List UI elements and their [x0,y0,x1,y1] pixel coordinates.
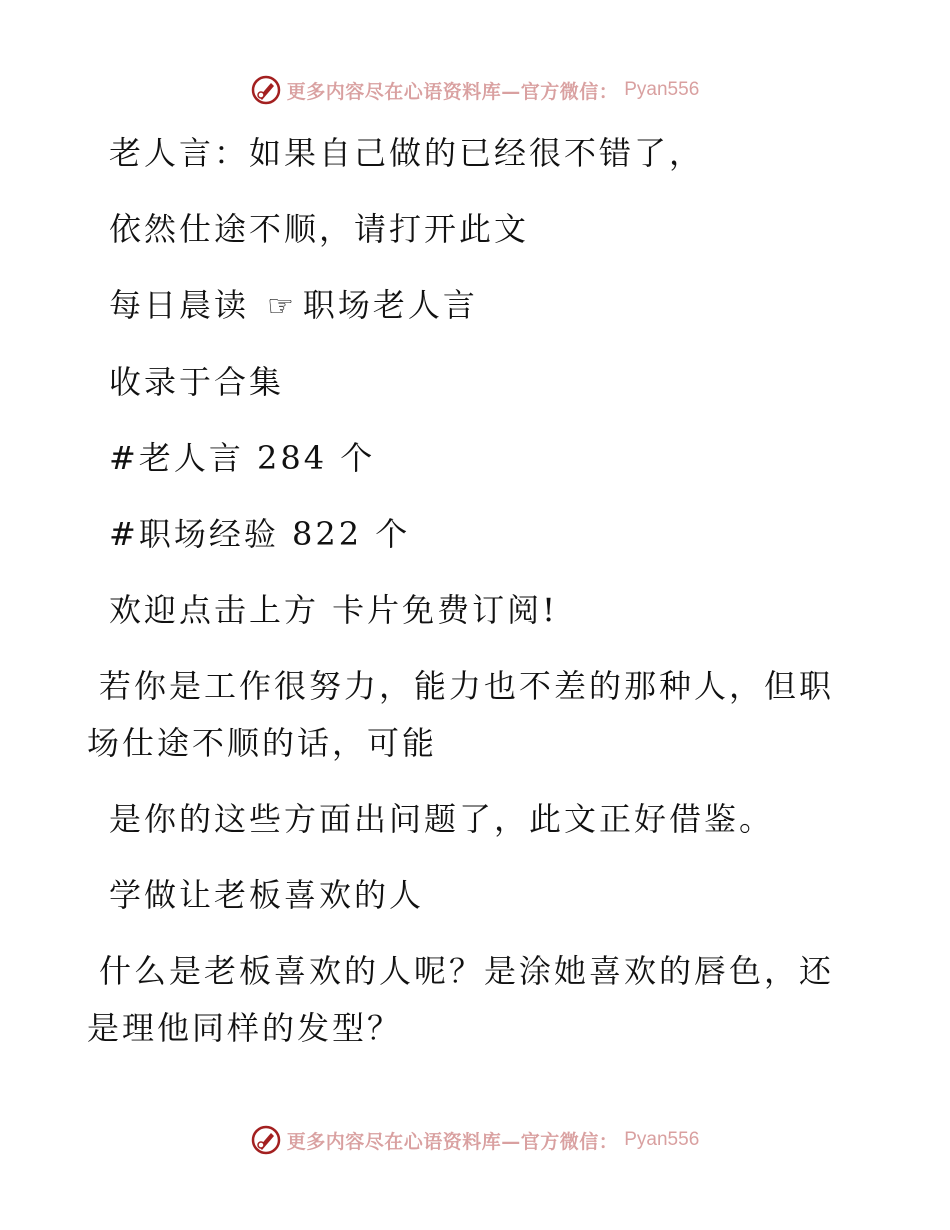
footer-banner-id: Pyan556 [624,1129,700,1150]
header-banner-text: 更多内容尽在心语资料库—官方微信： [286,80,619,103]
paragraph-3 [97,277,837,335]
paragraph-2: 依然仕途不顺，请打开此文 [109,210,530,248]
paragraph-6: #职场经验 822 个 [109,515,411,553]
pointing-hand-icon: ☞ [267,289,297,324]
paragraph-5: #老人言 284 个 [109,439,376,477]
paragraph-3-start: 每日晨读 [109,286,250,324]
pen-seal-logo-icon [251,75,281,105]
header-watermark [0,70,950,110]
pen-seal-logo-icon [251,1125,281,1155]
paragraph-11: 什么是老板喜欢的人呢？是涂她喜欢的唇色，还是理他同样的发型？ [87,952,835,1047]
paragraph-10: 学做让老板喜欢的人 [109,876,425,914]
paragraph-3-end: 职场老人言 [302,286,478,324]
document-body [87,125,837,1076]
footer-banner-text: 更多内容尽在心语资料库—官方微信： [286,1130,619,1153]
paragraph-4: 收录于合集 [109,363,285,401]
paragraph-1: 老人言：如果自己做的已经很不错了， [109,134,705,172]
header-banner-id: Pyan556 [624,79,700,100]
paragraph-9: 是你的这些方面出问题了，此文正好借鉴。 [109,800,775,838]
paragraph-7: 欢迎点击上方 卡片免费订阅! [109,591,559,629]
paragraph-8: 若你是工作很努力，能力也不差的那种人，但职场仕途不顺的话，可能 [87,667,835,762]
footer-watermark [0,1120,950,1160]
